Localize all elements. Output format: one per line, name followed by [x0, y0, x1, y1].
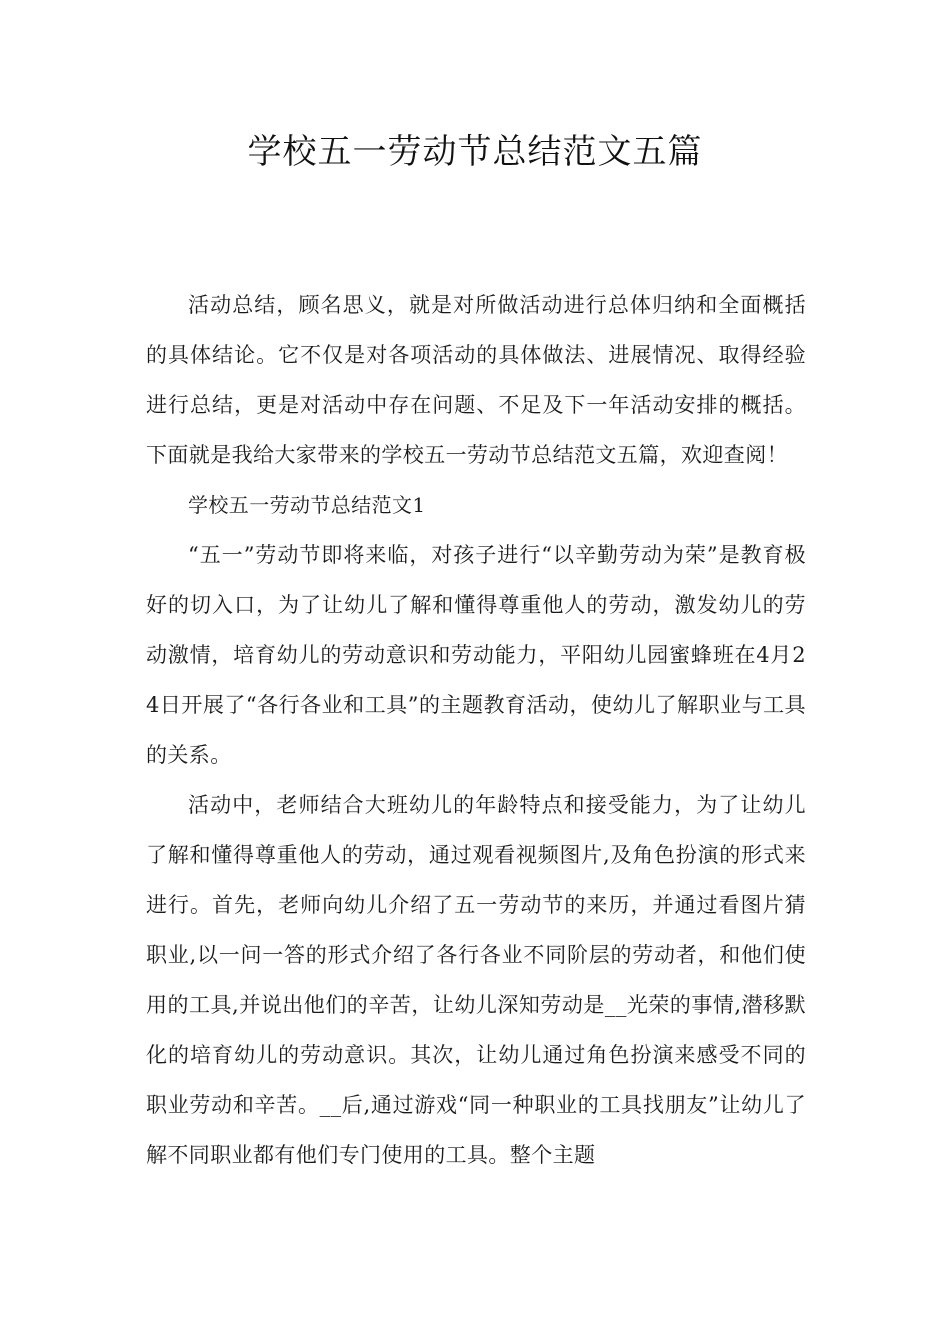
intro-paragraph: 活动总结，顾名思义，就是对所做活动进行总体归纳和全面概括的具体结论。它不仅是对各项活动的具体做法、进展情况、取得经验进行总结，更是对活动中存在问题、不足及下一年活动安排的概括。下面就是我给大家带来的学校五一劳动节总结范文五篇，欢迎查阅！: [146, 293, 806, 467]
section-heading: 学校五一劳动节总结范文1: [188, 493, 426, 517]
body-paragraph: 活动中，老师结合大班幼儿的年龄特点和接受能力，为了让幼儿了解和懂得尊重他人的劳动，通过观看视频图片,及角色扮演的形式来进行。首先，老师向幼儿介绍了五一劳动节的来历，并通过看图片猜职业,以一问一答的形式介绍了各行各业不同阶层的劳动者，和他们使用的工具,并说出他们的辛苦，让幼儿深知劳动是__光荣的事情,潜移默化的培育幼儿的劳动意识。其次，让幼儿通过角色扮演来感受不同的职业劳动和辛苦。__后,通过游戏“同一种职业的工具找朋友”让幼儿了解不同职业都有他们专门使用的工具。整个主题: [146, 793, 806, 1167]
document-title: 学校五一劳动节总结范文五篇: [247, 132, 703, 172]
document-body: [146, 280, 806, 1180]
body-paragraph: “五一”劳动节即将来临，对孩子进行“以辛勤劳动为荣”是教育极好的切入口，为了让幼儿了解和懂得尊重他人的劳动，激发幼儿的劳动激情，培育幼儿的劳动意识和劳动能力，平阳幼儿园蜜蜂班在4月24日开展了“各行各业和工具”的主题教育活动，使幼儿了解职业与工具的关系。: [146, 543, 806, 767]
